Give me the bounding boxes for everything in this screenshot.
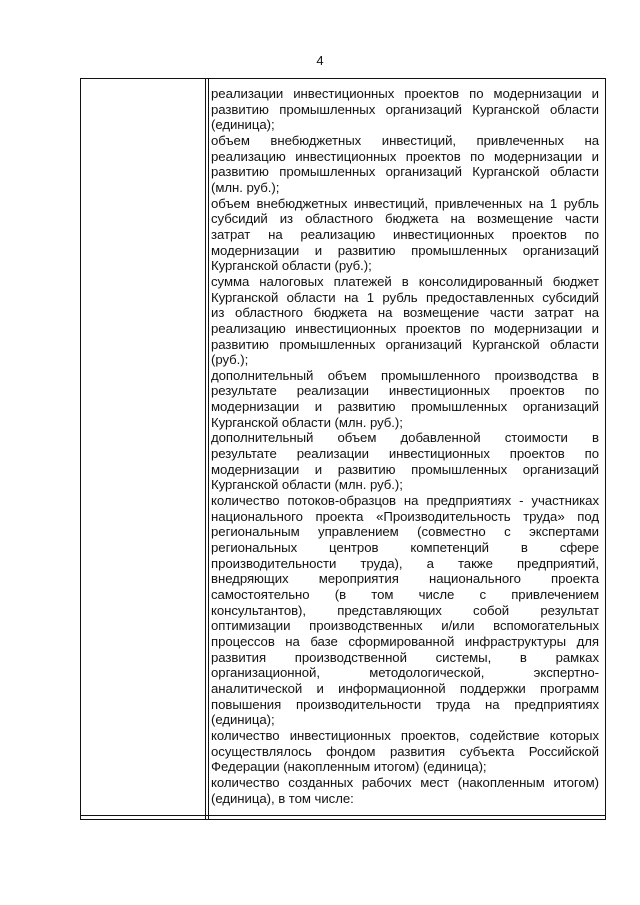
indicator-item bbox=[211, 775, 599, 806]
indicator-line: субсидий из областного бюджета на возмещение части bbox=[211, 211, 599, 227]
indicator-item bbox=[211, 368, 599, 431]
indicator-line: оптимизации производственных и/или вспомогательных bbox=[211, 618, 599, 634]
indicator-line: развития производственной системы, в рамках bbox=[211, 649, 599, 665]
indicator-item bbox=[211, 493, 599, 728]
indicator-line: Курганской области (млн. руб.); bbox=[211, 414, 403, 430]
indicator-line: дополнительный объем промышленного производства в bbox=[211, 367, 599, 383]
indicator-item bbox=[211, 274, 599, 368]
table-bottom-rule bbox=[81, 815, 605, 816]
indicator-line: Курганской области (млн. руб.); bbox=[211, 477, 403, 493]
indicator-line: повышения производительности труда на предприятиях bbox=[211, 696, 599, 712]
indicator-line: результате реализации инвестиционных проектов по bbox=[211, 446, 599, 462]
indicator-line: внедряющих мероприятия национального проекта bbox=[211, 571, 599, 587]
indicator-line: (единица), в том числе: bbox=[211, 790, 354, 806]
indicator-line: развитию промышленных организаций Курганской области bbox=[211, 164, 599, 180]
indicator-line: национального проекта «Производительность труда» под bbox=[211, 508, 599, 524]
indicators-table bbox=[80, 78, 606, 820]
indicator-line: реализацию инвестиционных проектов по модернизации и bbox=[211, 148, 599, 164]
indicator-line: модернизации и развитию промышленных организаций bbox=[211, 461, 599, 477]
indicator-line: (единица); bbox=[211, 117, 275, 133]
indicator-line: результате реализации инвестиционных проектов по bbox=[211, 383, 599, 399]
indicator-line: количество созданных рабочих мест (накопленным итогом) bbox=[211, 774, 599, 790]
indicator-item bbox=[211, 728, 599, 775]
indicator-line: самостоятельно (в том числе с привлечением bbox=[211, 587, 599, 602]
indicator-line: объем внебюджетных инвестиций, привлеченных на 1 рубль bbox=[211, 195, 599, 211]
indicator-line: Федерации (накопленным итогом) (единица); bbox=[211, 759, 487, 775]
indicator-line: количество потоков-образцов на предприятиях - участниках bbox=[211, 493, 599, 509]
indicator-line: Курганской области на 1 рубль предоставленных субсидий bbox=[211, 289, 599, 305]
indicator-item bbox=[211, 430, 599, 493]
indicator-line: региональных центров компетенций в сфере bbox=[211, 540, 599, 556]
indicator-item bbox=[211, 86, 599, 133]
indicator-line: модернизации и развитию промышленных организаций bbox=[211, 399, 599, 415]
column-divider-inner bbox=[208, 79, 209, 819]
indicator-line: региональным управлением (совместно с экспертами bbox=[211, 524, 599, 540]
indicator-line: развитию промышленных организаций Курганской области bbox=[211, 336, 599, 352]
indicator-line: осуществлялось фондом развития субъекта Российской bbox=[211, 743, 599, 759]
indicator-line: реализацию инвестиционных проектов по модернизации и bbox=[211, 320, 599, 336]
indicator-line: модернизации и развитию промышленных организаций bbox=[211, 242, 599, 258]
table-right-cell bbox=[211, 86, 599, 806]
indicator-line: развитию промышленных организаций Курганской области bbox=[211, 101, 599, 117]
indicator-line: дополнительный объем добавленной стоимости в bbox=[211, 430, 599, 446]
table-left-cell bbox=[81, 79, 205, 819]
indicator-line: сумма налоговых платежей в консолидированный бюджет bbox=[211, 273, 599, 289]
indicator-line: (млн. руб.); bbox=[211, 179, 280, 195]
indicator-item bbox=[211, 196, 599, 274]
indicator-line: реализации инвестиционных проектов по модернизации и bbox=[211, 86, 599, 101]
indicator-line: аналитической и информационной поддержки программ bbox=[211, 680, 599, 696]
column-divider bbox=[205, 79, 206, 819]
indicator-line: Курганской области (руб.); bbox=[211, 258, 372, 274]
indicator-line: (руб.); bbox=[211, 352, 249, 368]
indicator-line: количество инвестиционных проектов, содействие которых bbox=[211, 727, 599, 743]
indicator-item bbox=[211, 133, 599, 196]
indicator-line: объем внебюджетных инвестиций, привлеченных на bbox=[211, 132, 599, 148]
indicator-line: организационной, методологической, экспертно- bbox=[211, 665, 599, 681]
indicator-line: из областного бюджета на возмещение части затрат на bbox=[211, 305, 599, 321]
indicator-line: (единица); bbox=[211, 712, 275, 728]
indicator-line: затрат на реализацию инвестиционных проектов по bbox=[211, 226, 599, 242]
indicator-line: консультантов), представляющих собой результат bbox=[211, 602, 599, 618]
indicator-line: процессов на базе сформированной инфраструктуры для bbox=[211, 633, 599, 649]
indicator-line: производительности труда), а также предприятий, bbox=[211, 555, 599, 571]
page-number: 4 bbox=[316, 53, 324, 68]
